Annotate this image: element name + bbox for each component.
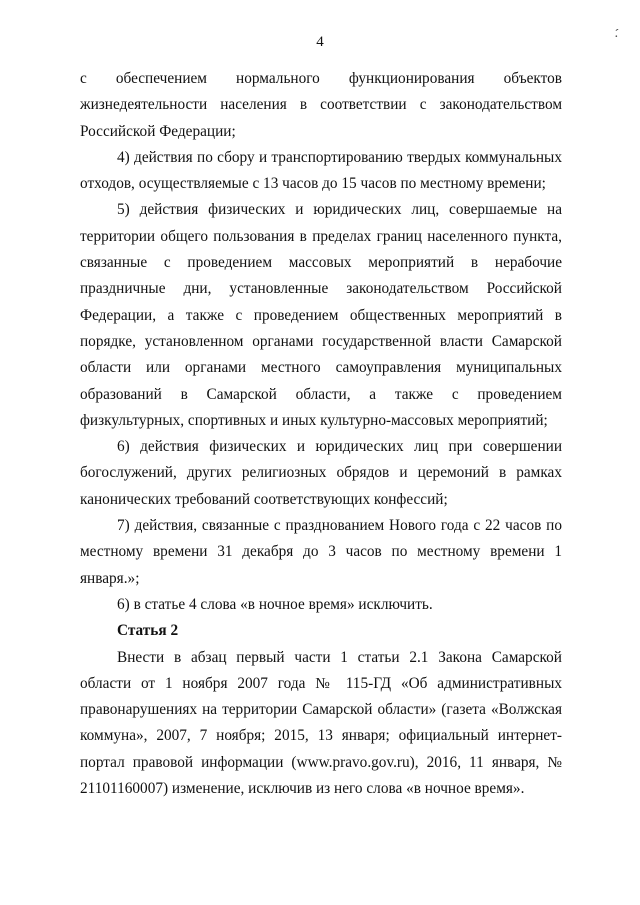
paragraph-item-4: 4) действия по сбору и транспортированию твердых коммунальных отходов, осуществляемые с 13 часов до 15 часов по местному времени; xyxy=(80,148,562,193)
paragraph-amendment-6: 6) в статье 4 слова «в ночное время» исключить. xyxy=(117,595,433,613)
page-number: 4 xyxy=(316,34,324,50)
article-2-paragraph: Внести в абзац первый части 1 статьи 2.1 Закона Самарской области от 1 ноября 2007 года № 115-ГД «Об административных правонарушениях на территории Самарской области» (газета «Волжская коммуна», 2007, 7 ноября; 2015, 13 января; официальный интернет-портал правовой информации (www.pravo.gov.ru), 2016, 11 января, № 21101160007) изменение, исключив из него слова «в ночное время». xyxy=(80,648,562,798)
article-heading: Статья 2 xyxy=(117,622,179,640)
paragraph-continuation: с обеспечением нормального функционирования объектов жизнедеятельности населения в соответствии с законодательством Российской Федерации; xyxy=(80,70,562,140)
document-body xyxy=(80,66,562,802)
paragraph-item-7: 7) действия, связанные с празднованием Нового года с 22 часов по местному времени 31 декабря до 3 часов по местному времени 1 января.»; xyxy=(80,517,562,587)
paragraph-item-6: 6) действия физических и юридических лиц при совершении богослужений, других религиозных обрядов и церемоний в рамках канонических требований соответствующих конфессий; xyxy=(80,438,562,508)
paragraph-item-5: 5) действия физических и юридических лиц, совершаемые на территории общего пользования в пределах границ населенного пункта, связанные с проведением массовых мероприятий в нерабочие праздничные дни, установленные законодательством Российской Федерации, а также с проведением общественных мероприятий в порядке, установленном органами государственной власти Самарской области или органами местного самоуправления муниципальных образований в Самарской области, а также с проведением физкультурных, спортивных и иных культурно-массовых мероприятий; xyxy=(80,201,562,429)
corner-mark: ·́ xyxy=(614,30,619,45)
